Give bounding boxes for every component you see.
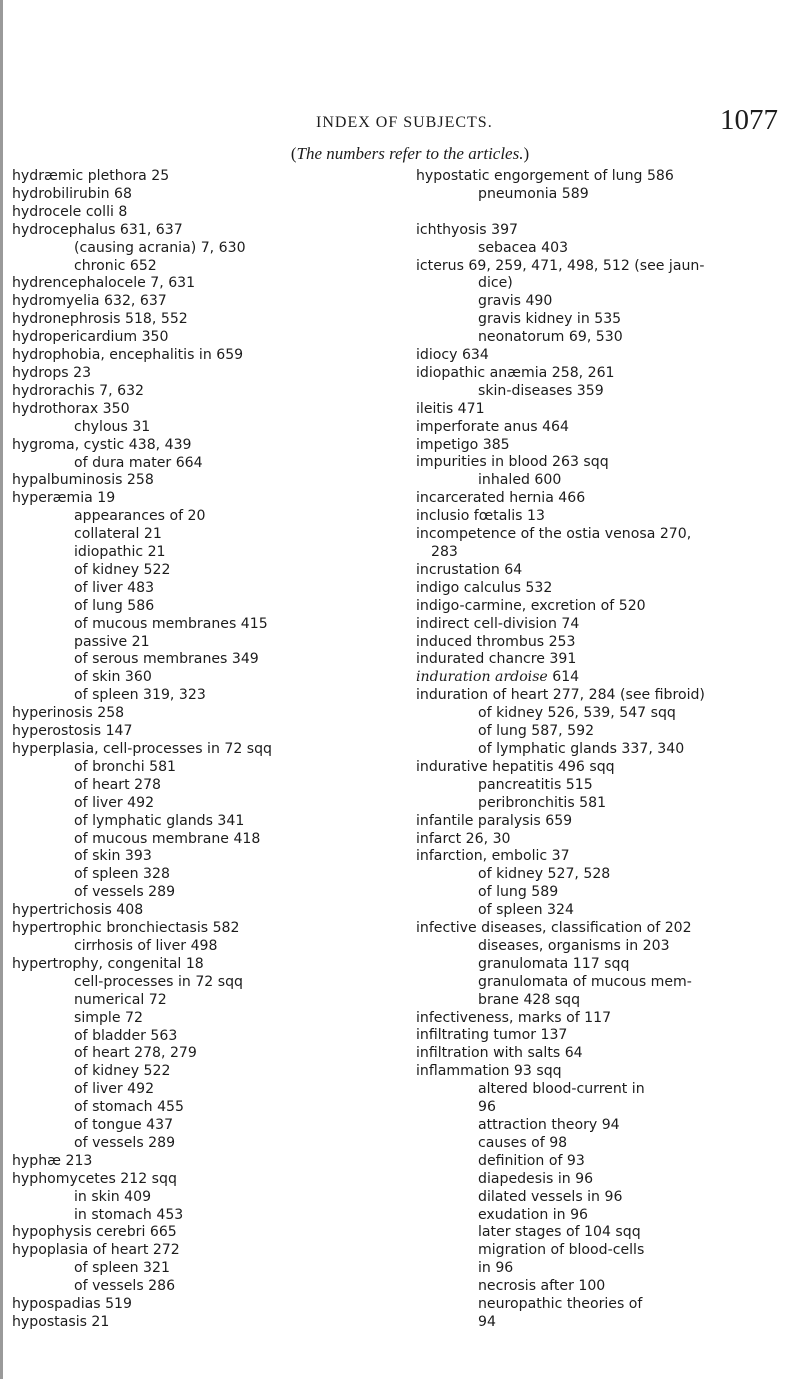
index-entry: hyphomycetes 212 sqq bbox=[12, 1170, 177, 1187]
index-entry: inclusio fœtalis 13 bbox=[416, 508, 545, 525]
index-subentry: peribronchitis 581 bbox=[478, 794, 607, 811]
index-subentry: of heart 278 bbox=[74, 776, 162, 793]
index-subentry: of skin 360 bbox=[74, 669, 152, 686]
index-entry: idiopathic anæmia 258, 261 bbox=[416, 364, 615, 381]
index-entry: induration of heart 277, 284 (see fibroid) bbox=[416, 687, 705, 704]
index-subentry: of liver 492 bbox=[74, 1081, 155, 1098]
index-entry: indurated chancre 391 bbox=[416, 651, 577, 668]
index-column-left bbox=[12, 168, 400, 1332]
index-entry: hypertrophic bronchiectasis 582 bbox=[12, 920, 240, 937]
index-subentry: gravis kidney in 535 bbox=[478, 311, 622, 328]
index-entry: hygroma, cystic 438, 439 bbox=[12, 436, 192, 453]
index-subentry: neuropathic theories of bbox=[478, 1296, 643, 1313]
index-entry: induced thrombus 253 bbox=[416, 633, 576, 650]
index-subentry: of lymphatic glands 341 bbox=[74, 812, 245, 829]
index-subentry: of liver 492 bbox=[74, 794, 155, 811]
note-open: ( bbox=[290, 144, 297, 163]
index-entry: icterus 69, 259, 471, 498, 512 (see jaun- bbox=[416, 257, 705, 274]
index-entry: hydrocele colli 8 bbox=[12, 203, 128, 220]
index-entry: hyperplasia, cell-processes in 72 sqq bbox=[12, 741, 273, 757]
index-entry: infarct 26, 30 bbox=[416, 830, 511, 847]
index-subentry: in stomach 453 bbox=[74, 1206, 184, 1223]
index-subentry: pneumonia 589 bbox=[478, 185, 589, 202]
index-entry: infarction, embolic 37 bbox=[416, 848, 570, 865]
index-entry: infiltrating tumor 137 bbox=[416, 1027, 568, 1044]
index-entry: hypertrichosis 408 bbox=[12, 902, 144, 919]
index-subentry: collateral 21 bbox=[74, 526, 162, 543]
index-subentry: granulomata 117 sqq bbox=[478, 955, 630, 972]
index-subentry: of kidney 522 bbox=[74, 1063, 171, 1080]
index-subentry: of mucous membrane 418 bbox=[74, 830, 261, 847]
index-entry: hypophysis cerebri 665 bbox=[12, 1224, 177, 1241]
index-entry: hypoplasia of heart 272 bbox=[12, 1242, 180, 1259]
index-subentry: numerical 72 bbox=[74, 991, 167, 1008]
index-entry: incrustation 64 bbox=[416, 561, 523, 578]
index-subentry: of bladder 563 bbox=[74, 1027, 178, 1044]
index-subentry: of lung 587, 592 bbox=[478, 723, 595, 740]
index-entry: incompetence of the ostia venosa 270, bbox=[416, 526, 692, 543]
index-subentry: of serous membranes 349 bbox=[74, 651, 259, 668]
index-subentry: 94 bbox=[478, 1313, 496, 1330]
index-subentry: diseases, organisms in 203 bbox=[478, 937, 670, 954]
index-entry: hyphæ 213 bbox=[12, 1152, 93, 1169]
index-subentry: granulomata of mucous mem- bbox=[478, 973, 692, 990]
index-subentry: simple 72 bbox=[74, 1009, 143, 1026]
index-subentry: attraction theory 94 bbox=[478, 1117, 620, 1134]
index-subentry: exudation in 96 bbox=[478, 1206, 589, 1223]
index-subentry: pancreatitis 515 bbox=[478, 776, 593, 793]
index-subentry: of spleen 328 bbox=[74, 866, 170, 883]
index-subentry: of liver 483 bbox=[74, 579, 155, 596]
index-subentry: of kidney 526, 539, 547 sqq bbox=[478, 705, 676, 722]
index-subentry: inhaled 600 bbox=[478, 472, 562, 489]
index-entry: indirect cell-division 74 bbox=[416, 615, 580, 632]
index-subentry: neonatorum 69, 530 bbox=[478, 329, 623, 346]
index-subentry: in skin 409 bbox=[74, 1188, 152, 1205]
index-entry: hydrocephalus 631, 637 bbox=[12, 221, 183, 238]
index-entry: impetigo 385 bbox=[416, 436, 510, 453]
index-entry: hydrencephalocele 7, 631 bbox=[12, 275, 196, 292]
index-subentry: migration of blood-cells bbox=[478, 1242, 645, 1259]
index-subentry: diapedesis in 96 bbox=[478, 1170, 594, 1187]
index-entry: indurative hepatitis 496 sqq bbox=[416, 758, 615, 775]
index-entry: incarcerated hernia 466 bbox=[416, 490, 586, 507]
index-subentry: of heart 278, 279 bbox=[74, 1045, 197, 1062]
index-subentry: altered blood-current in bbox=[478, 1081, 645, 1098]
index-entry: hydrops 23 bbox=[12, 364, 92, 381]
index-entry: infiltration with salts 64 bbox=[416, 1045, 583, 1062]
index-entry: infective diseases, classification of 202 bbox=[416, 920, 692, 937]
index-subentry: of bronchi 581 bbox=[74, 758, 177, 775]
index-subentry: of mucous membranes 415 bbox=[74, 615, 268, 632]
index-entry: hydrobilirubin 68 bbox=[12, 185, 132, 202]
index-subentry: brane 428 sqq bbox=[478, 991, 581, 1008]
index-subentry: of kidney 527, 528 bbox=[478, 866, 611, 883]
index-entry: inflammation 93 sqq bbox=[416, 1063, 562, 1080]
index-subentry: (causing acrania) 7, 630 bbox=[74, 239, 246, 256]
note-text: The numbers refer to the articles. bbox=[296, 144, 524, 163]
index-subentry: gravis 490 bbox=[478, 293, 553, 310]
note-close: ) bbox=[523, 144, 530, 163]
index-subentry: dice) bbox=[478, 275, 513, 292]
index-subentry: of vessels 289 bbox=[74, 1134, 176, 1151]
index-entry: hydrorachis 7, 632 bbox=[12, 382, 145, 399]
index-entry: hypostasis 21 bbox=[12, 1314, 110, 1330]
index-entry: hypospadias 519 bbox=[12, 1296, 132, 1313]
index-entry: indigo calculus 532 bbox=[416, 579, 553, 596]
index-subentry: dilated vessels in 96 bbox=[478, 1188, 623, 1205]
index-entry: infantile paralysis 659 bbox=[416, 812, 573, 829]
running-title: INDEX OF SUBJECTS. bbox=[316, 114, 493, 131]
index-subentry: cirrhosis of liver 498 bbox=[74, 937, 218, 954]
index-subentry: chylous 31 bbox=[74, 418, 151, 435]
page-header bbox=[0, 100, 800, 140]
index-entry: impurities in blood 263 sqq bbox=[416, 454, 609, 471]
index-column-right bbox=[416, 168, 786, 1332]
index-subentry: of spleen 319, 323 bbox=[74, 687, 206, 704]
index-entry: hypostatic engorgement of lung 586 bbox=[416, 168, 674, 184]
index-subentry: of lymphatic glands 337, 340 bbox=[478, 740, 685, 757]
index-entry: hyperostosis 147 bbox=[12, 723, 133, 740]
index-subentry: later stages of 104 sqq bbox=[478, 1224, 641, 1241]
index-subentry: necrosis after 100 bbox=[478, 1278, 606, 1295]
index-entry: hydrophobia, encephalitis in 659 bbox=[12, 347, 244, 364]
index-entry bbox=[416, 669, 786, 687]
index-note bbox=[0, 144, 800, 164]
index-subentry: of skin 393 bbox=[74, 848, 152, 865]
index-subentry: definition of 93 bbox=[478, 1152, 585, 1169]
index-entry: hydronephrosis 518, 552 bbox=[12, 311, 188, 328]
index-entry: hydromyelia 632, 637 bbox=[12, 293, 167, 310]
index-entry: infectiveness, marks of 117 bbox=[416, 1009, 612, 1026]
page-edge bbox=[0, 0, 3, 1379]
index-subentry: 283 bbox=[431, 544, 458, 561]
index-entry: ichthyosis 397 bbox=[416, 221, 519, 238]
index-subentry: of vessels 289 bbox=[74, 884, 176, 901]
index-subentry: of stomach 455 bbox=[74, 1099, 184, 1116]
index-entry: ileitis 471 bbox=[416, 400, 485, 417]
index-entry: indigo-carmine, excretion of 520 bbox=[416, 597, 646, 614]
index-subentry: of dura mater 664 bbox=[74, 454, 203, 471]
entry-pages: 614 bbox=[547, 669, 580, 686]
index-subentry: of tongue 437 bbox=[74, 1117, 174, 1134]
index-subentry: of lung 586 bbox=[74, 597, 155, 614]
page-number: 1077 bbox=[720, 104, 778, 136]
index-subentry: of spleen 324 bbox=[478, 902, 574, 919]
index-entry: hypertrophy, congenital 18 bbox=[12, 955, 204, 972]
index-entry: idiocy 634 bbox=[416, 347, 489, 364]
index-subentry: appearances of 20 bbox=[74, 508, 206, 525]
index-entry: hydrothorax 350 bbox=[12, 400, 130, 417]
index-subentry: in 96 bbox=[478, 1260, 514, 1277]
index-subentry: cell-processes in 72 sqq bbox=[74, 973, 243, 990]
index-subentry: of kidney 522 bbox=[74, 561, 171, 578]
index-entry: hydropericardium 350 bbox=[12, 329, 169, 346]
index-subentry: sebacea 403 bbox=[478, 239, 569, 256]
index-subentry: 96 bbox=[478, 1099, 496, 1116]
index-subentry: idiopathic 21 bbox=[74, 544, 166, 561]
index-entry: hyperinosis 258 bbox=[12, 705, 125, 722]
index-subentry: chronic 652 bbox=[74, 257, 157, 274]
index-subentry: of spleen 321 bbox=[74, 1260, 170, 1277]
index-entry: hydræmic plethora 25 bbox=[12, 168, 170, 184]
index-entry: hypalbuminosis 258 bbox=[12, 472, 154, 489]
index-entry: hyperæmia 19 bbox=[12, 490, 116, 507]
index-entry: imperforate anus 464 bbox=[416, 418, 569, 435]
index-subentry: passive 21 bbox=[74, 633, 150, 650]
index-subentry: causes of 98 bbox=[478, 1134, 568, 1151]
index-subentry: skin-diseases 359 bbox=[478, 382, 604, 399]
italic-term: induration ardoise bbox=[416, 669, 548, 686]
index-subentry: of lung 589 bbox=[478, 884, 559, 901]
index-subentry: of vessels 286 bbox=[74, 1278, 176, 1295]
